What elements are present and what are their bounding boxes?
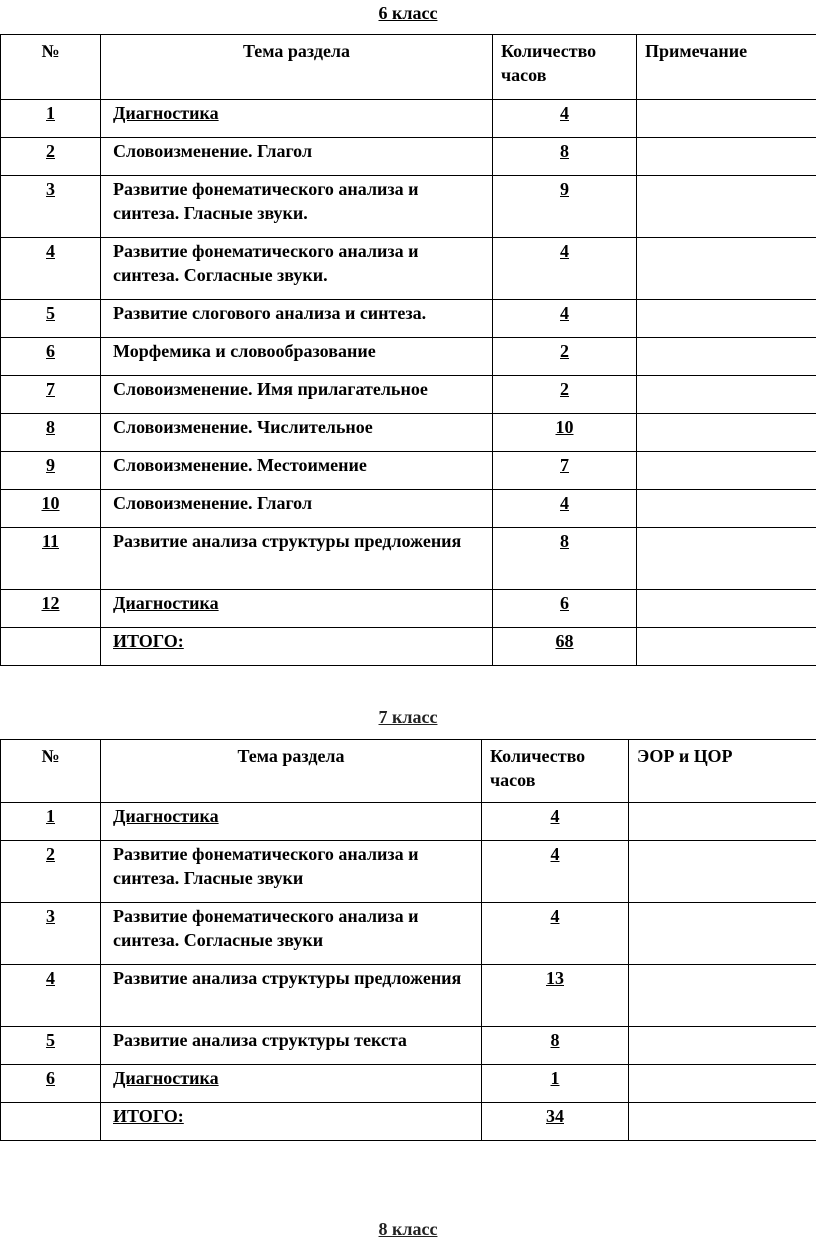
row-hours: 4 (493, 490, 637, 528)
header-hours: Количество часов (482, 740, 629, 803)
row-hours: 2 (493, 338, 637, 376)
header-topic: Тема раздела (101, 35, 493, 100)
row-hours: 4 (493, 300, 637, 338)
total-row (1, 1103, 816, 1141)
row-number: 4 (1, 238, 101, 300)
row-note (629, 1065, 816, 1103)
header-num: № (1, 740, 101, 803)
row-hours: 4 (493, 100, 637, 138)
total-hours: 68 (493, 628, 637, 666)
row-number: 6 (1, 338, 101, 376)
total-note (629, 1103, 816, 1141)
row-topic (101, 100, 493, 138)
table-row (1, 376, 816, 414)
header-topic: Тема раздела (101, 740, 482, 803)
row-topic (101, 176, 493, 238)
table-row (1, 176, 816, 238)
row-note (629, 965, 816, 1027)
table-row (1, 1027, 816, 1065)
row-number: 3 (1, 903, 101, 965)
row-hours: 8 (493, 528, 637, 590)
topic-text: Словоизменение. Глагол (113, 141, 313, 161)
total-row (1, 628, 816, 666)
row-topic (101, 452, 493, 490)
row-hours: 10 (493, 414, 637, 452)
row-number: 4 (1, 965, 101, 1027)
row-note (637, 452, 816, 490)
topic-text: Развитие фонематического анализа и синтеза. Согласные звуки. (113, 241, 419, 285)
table-row (1, 100, 816, 138)
table-row (1, 1065, 816, 1103)
topic-text: Развитие фонематического анализа и синтеза. Гласные звуки (113, 844, 419, 888)
row-hours: 2 (493, 376, 637, 414)
grade7-heading: 7 класс (378, 707, 438, 727)
table-header-row (1, 35, 816, 100)
row-note (637, 338, 816, 376)
row-number: 6 (1, 1065, 101, 1103)
grade7-table (0, 739, 816, 1141)
table-row (1, 528, 816, 590)
row-topic (101, 1065, 482, 1103)
row-topic (101, 300, 493, 338)
row-hours: 8 (482, 1027, 629, 1065)
row-topic (101, 803, 482, 841)
row-note (637, 528, 816, 590)
row-note (637, 176, 816, 238)
row-note (637, 300, 816, 338)
row-topic (101, 490, 493, 528)
row-hours: 6 (493, 590, 637, 628)
total-num (1, 1103, 101, 1141)
table-row (1, 452, 816, 490)
row-note (629, 841, 816, 903)
row-hours: 4 (493, 238, 637, 300)
row-topic (101, 965, 482, 1027)
table-row (1, 490, 816, 528)
row-hours: 4 (482, 841, 629, 903)
header-note: Примечание (637, 35, 816, 100)
row-note (637, 490, 816, 528)
grade6-heading: 6 класс (378, 3, 438, 23)
row-hours: 7 (493, 452, 637, 490)
row-topic (101, 841, 482, 903)
row-topic (101, 138, 493, 176)
row-number: 1 (1, 100, 101, 138)
row-number: 1 (1, 803, 101, 841)
header-num: № (1, 35, 101, 100)
row-number: 12 (1, 590, 101, 628)
row-topic (101, 376, 493, 414)
row-note (637, 100, 816, 138)
topic-text: Развитие анализа структуры текста (113, 1030, 407, 1050)
row-number: 2 (1, 841, 101, 903)
row-number: 5 (1, 1027, 101, 1065)
row-number: 9 (1, 452, 101, 490)
total-label: ИТОГО: (113, 1106, 184, 1126)
grade6-table (0, 34, 816, 666)
total-num (1, 628, 101, 666)
table-row (1, 965, 816, 1027)
grade8-heading: 8 класс (378, 1219, 438, 1239)
table-row (1, 138, 816, 176)
table-row (1, 338, 816, 376)
row-hours: 8 (493, 138, 637, 176)
row-topic (101, 903, 482, 965)
total-hours: 34 (482, 1103, 629, 1141)
topic-text: Морфемика и словообразование (113, 341, 376, 361)
row-topic (101, 528, 493, 590)
row-topic (101, 414, 493, 452)
row-number: 2 (1, 138, 101, 176)
row-topic (101, 338, 493, 376)
table-row (1, 238, 816, 300)
header-note: ЭОР и ЦОР (629, 740, 816, 803)
row-number: 10 (1, 490, 101, 528)
table-header-row (1, 740, 816, 803)
row-note (637, 138, 816, 176)
total-label-cell (101, 1103, 482, 1141)
topic-link[interactable]: Диагностика (113, 103, 219, 123)
row-topic (101, 1027, 482, 1065)
row-note (637, 414, 816, 452)
topic-link[interactable]: Диагностика (113, 1068, 219, 1088)
topic-text: Развитие анализа структуры предложения (113, 531, 462, 551)
row-topic (101, 590, 493, 628)
total-note (637, 628, 816, 666)
table-row (1, 590, 816, 628)
table-row (1, 841, 816, 903)
row-hours: 13 (482, 965, 629, 1027)
total-label-cell (101, 628, 493, 666)
row-number: 7 (1, 376, 101, 414)
header-hours: Количество часов (493, 35, 637, 100)
table-row (1, 803, 816, 841)
row-note (629, 903, 816, 965)
topic-text: Словоизменение. Глагол (113, 493, 313, 513)
row-topic (101, 238, 493, 300)
topic-link[interactable]: Диагностика (113, 593, 219, 613)
table-row (1, 414, 816, 452)
topic-link[interactable]: Диагностика (113, 806, 219, 826)
topic-text: Словоизменение. Числительное (113, 417, 373, 437)
topic-text: Развитие слогового анализа и синтеза. (113, 303, 427, 323)
row-note (637, 376, 816, 414)
row-note (637, 238, 816, 300)
row-hours: 1 (482, 1065, 629, 1103)
row-number: 3 (1, 176, 101, 238)
row-number: 5 (1, 300, 101, 338)
row-note (637, 590, 816, 628)
row-hours: 9 (493, 176, 637, 238)
topic-text: Развитие фонематического анализа и синтеза. Гласные звуки. (113, 179, 419, 223)
row-hours: 4 (482, 803, 629, 841)
table-row (1, 903, 816, 965)
topic-text: Развитие фонематического анализа и синтеза. Согласные звуки (113, 906, 419, 950)
row-note (629, 1027, 816, 1065)
table-row (1, 300, 816, 338)
row-hours: 4 (482, 903, 629, 965)
topic-text: Развитие анализа структуры предложения (113, 968, 462, 988)
row-note (629, 803, 816, 841)
row-number: 11 (1, 528, 101, 590)
row-number: 8 (1, 414, 101, 452)
total-label: ИТОГО: (113, 631, 184, 651)
topic-text: Словоизменение. Имя прилагательное (113, 379, 428, 399)
topic-text: Словоизменение. Местоимение (113, 455, 367, 475)
